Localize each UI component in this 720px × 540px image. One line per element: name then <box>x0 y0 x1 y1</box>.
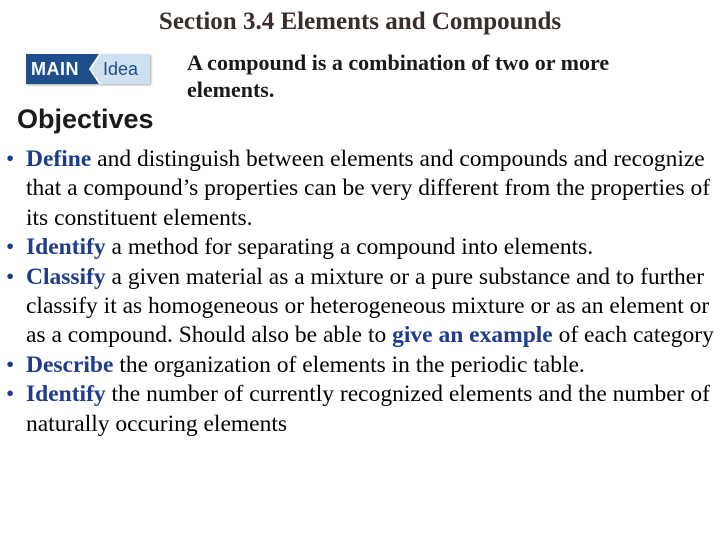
objective-emphasis: give an example <box>392 322 553 349</box>
objective-item <box>6 145 718 233</box>
bullet-icon: • <box>6 381 15 408</box>
chevron-left-icon <box>85 54 101 84</box>
objective-verb: Describe <box>26 351 114 378</box>
objectives-list <box>6 145 718 439</box>
objective-verb: Classify <box>26 263 106 290</box>
objective-text: a given material as a mixture or a pure substance and to further classify it as homogeneous or heterogeneous mixture or as an element or as a compound. Should also be able to <box>26 263 710 349</box>
bullet-icon: • <box>6 234 15 261</box>
bullet-icon: • <box>6 351 15 378</box>
objective-item <box>6 380 718 439</box>
objective-verb: Define <box>26 146 92 172</box>
objective-item <box>6 263 718 351</box>
objective-verb: Identify <box>26 381 106 408</box>
objective-text: the number of currently recognized elements and the number of naturally occuring elements <box>26 381 710 437</box>
objective-text: and distinguish between elements and compounds and recognize that a compound’s properties can be very different from the properties of its constituent elements. <box>26 146 711 231</box>
objective-item <box>6 233 718 262</box>
main-idea-statement: A compound is a combination of two or more elements. <box>187 50 610 102</box>
objectives-heading: Objectives <box>17 104 154 134</box>
main-idea-logo <box>26 54 150 84</box>
objective-text-end: of each category <box>552 322 714 349</box>
logo-idea-label: Idea <box>101 54 150 84</box>
objective-text: a method for separating a compound into elements. <box>105 234 594 261</box>
objective-item <box>6 351 718 380</box>
bullet-icon: • <box>6 263 15 290</box>
logo-main-label: MAIN <box>26 54 85 84</box>
bullet-icon: • <box>6 146 15 172</box>
page-title: Section 3.4 Elements and Compounds <box>158 8 562 35</box>
objective-text: the organization of elements in the periodic table. <box>113 351 585 378</box>
objective-verb: Identify <box>26 234 106 261</box>
